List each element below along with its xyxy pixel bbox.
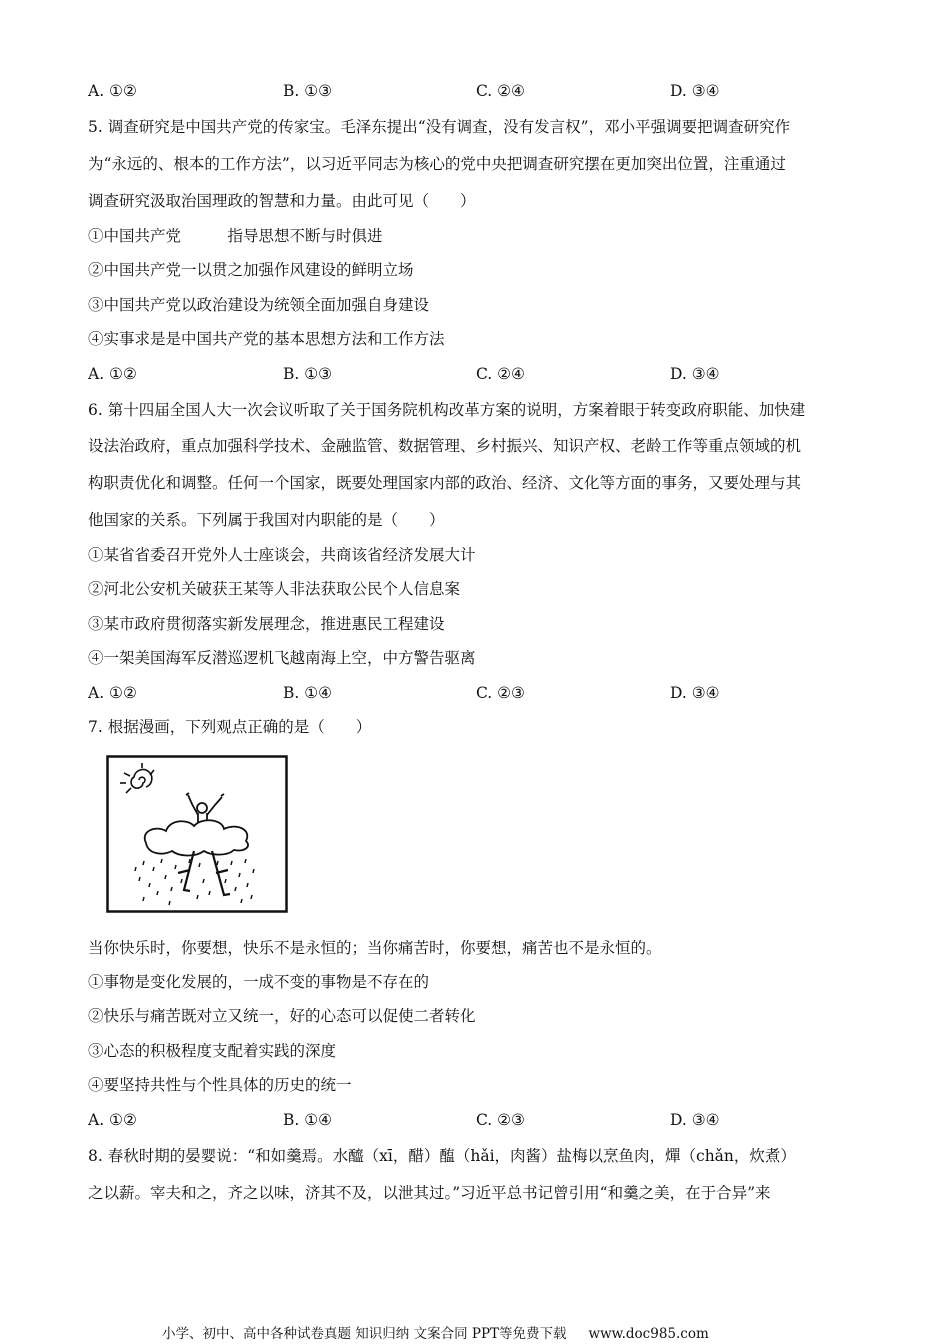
q5-option-a: A. ①② — [88, 365, 137, 383]
footer-text: 小学、初中、高中各种试卷真题 知识归纳 文案合同 PPT等免费下载 — [162, 1326, 567, 1342]
q5-item-1: ①中国共产党 指导思想不断与时俱进 — [88, 227, 383, 245]
q8-stem-line-1: 8. 春秋时期的晏婴说：“和如羹焉。水醯（xī，醋）醢（hǎi，肉酱）盐梅以烹鱼肉，燀（chǎn，炊煮） — [88, 1147, 796, 1165]
q6-item-3: ③某市政府贯彻落实新发展理念，推进惠民工程建设 — [88, 615, 445, 633]
q6-option-a: A. ①② — [88, 684, 137, 702]
q6-option-c: C. ②③ — [476, 684, 525, 702]
q6-options — [88, 683, 868, 703]
q6-option-d: D. ③④ — [670, 684, 720, 702]
q7-option-a: A. ①② — [88, 1111, 137, 1129]
q5-stem-line-2: 为“永远的、根本的工作方法”，以习近平同志为核心的党中央把调查研究摆在更加突出位置，注重通过 — [88, 155, 786, 173]
q6-stem-line-4: 他国家的关系。下列属于我国对内职能的是（ ） — [88, 511, 445, 529]
q5-option-b: B. ①③ — [283, 365, 333, 383]
q7-option-c: C. ②③ — [476, 1111, 525, 1129]
q8-stem-line-2: 之以薪。宰夫和之，齐之以味，济其不及，以泄其过。”习近平总书记曾引用“和羹之美，在于合异”来 — [88, 1184, 771, 1202]
q4-option-c: C. ②④ — [476, 82, 525, 100]
q7-option-b: B. ①④ — [283, 1111, 333, 1129]
q7-stem: 7. 根据漫画，下列观点正确的是（ ） — [88, 718, 372, 736]
page-footer — [162, 1326, 709, 1342]
q4-option-d: D. ③④ — [670, 82, 720, 100]
q6-stem-line-2: 设法治政府，重点加强科学技术、金融监管、数据管理、乡村振兴、知识产权、老龄工作等重点领域的机 — [88, 437, 802, 455]
q7-item-4: ④要坚持共性与个性具体的历史的统一 — [88, 1076, 352, 1094]
q4-options — [88, 81, 868, 101]
q4-option-a: A. ①② — [88, 82, 137, 100]
q5-option-d: D. ③④ — [670, 365, 720, 383]
q7-options — [88, 1110, 868, 1130]
q7-item-2: ②快乐与痛苦既对立又统一，好的心态可以促使二者转化 — [88, 1007, 476, 1025]
footer-url[interactable]: www.doc985.com — [588, 1326, 709, 1342]
cartoon-image — [106, 755, 288, 913]
q6-item-4: ④一架美国海军反潜巡逻机飞越南海上空，中方警告驱离 — [88, 649, 476, 667]
q5-item-4: ④实事求是是中国共产党的基本思想方法和工作方法 — [88, 330, 445, 348]
q5-options — [88, 364, 868, 384]
q6-item-2: ②河北公安机关破获王某等人非法获取公民个人信息案 — [88, 580, 461, 598]
q5-item-2: ②中国共产党一以贯之加强作风建设的鲜明立场 — [88, 261, 414, 279]
q6-item-1: ①某省省委召开党外人士座谈会，共商该省经济发展大计 — [88, 546, 476, 564]
q5-stem-line-1: 5. 调查研究是中国共产党的传家宝。毛泽东提出“没有调查，没有发言权”，邓小平强调要把调查研究作 — [88, 118, 791, 136]
q7-item-3: ③心态的积极程度支配着实践的深度 — [88, 1042, 337, 1060]
q6-stem-line-3: 构职责优化和调整。任何一个国家，既要处理国家内部的政治、经济、文化等方面的事务，又要处理与其 — [88, 474, 802, 492]
q7-item-1: ①事物是变化发展的，一成不变的事物是不存在的 — [88, 973, 430, 991]
q5-item-3: ③中国共产党以政治建设为统领全面加强自身建设 — [88, 296, 430, 314]
q6-option-b: B. ①④ — [283, 684, 333, 702]
q5-stem-line-3: 调查研究汲取治国理政的智慧和力量。由此可见（ ） — [88, 192, 476, 210]
q4-option-b: B. ①③ — [283, 82, 333, 100]
q6-stem-line-1: 6. 第十四届全国人大一次会议听取了关于国务院机构改革方案的说明，方案着眼于转变政府职能、加快建 — [88, 401, 806, 419]
q5-option-c: C. ②④ — [476, 365, 525, 383]
q7-caption: 当你快乐时，你要想，快乐不是永恒的；当你痛苦时，你要想，痛苦也不是永恒的。 — [88, 939, 662, 957]
q7-option-d: D. ③④ — [670, 1111, 720, 1129]
